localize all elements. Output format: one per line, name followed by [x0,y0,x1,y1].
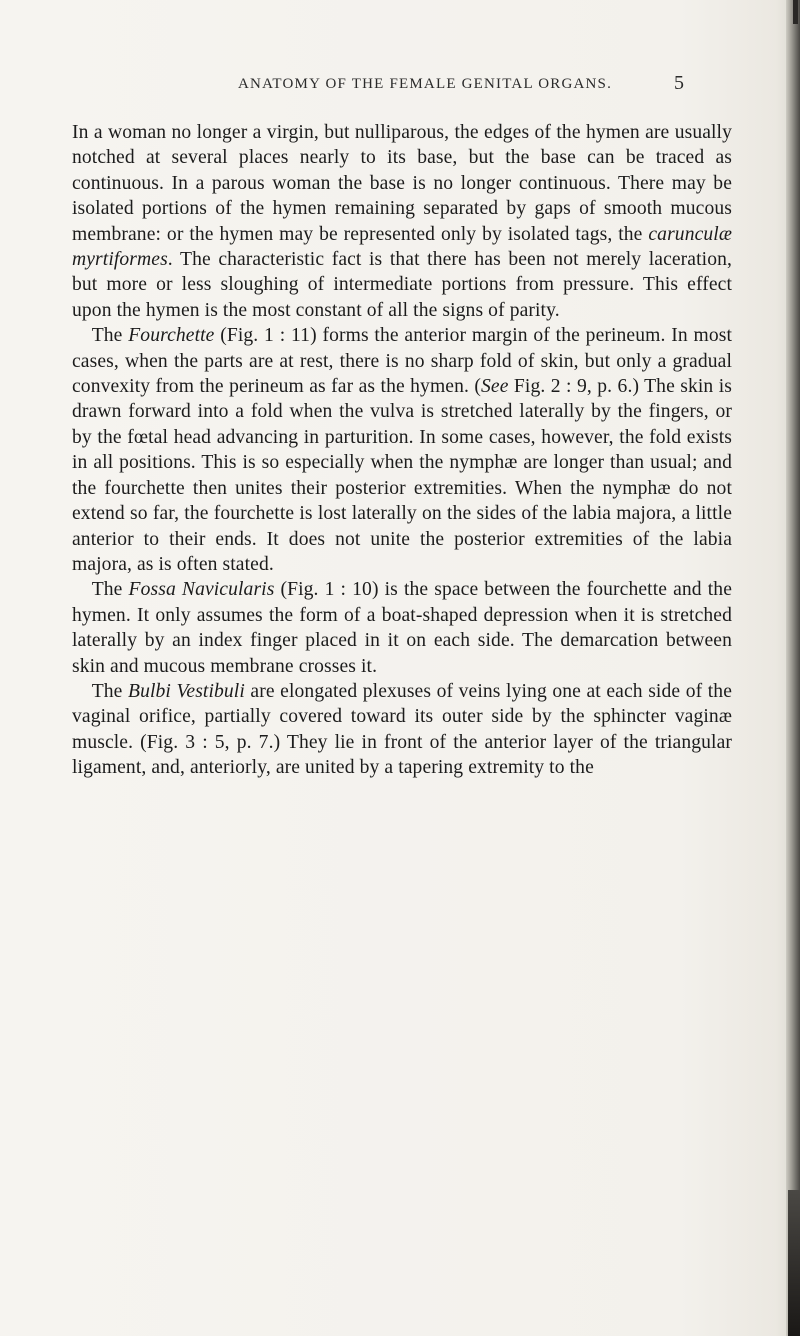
paragraph-fossa-navicularis [72,577,732,679]
text-segment: The [91,325,129,347]
text-segment: (Fig. 1 : 11) forms the anterior margin of the perineum. In most cases, when the parts are at rest, there is no sharp fold of skin, but only a gradual convexity from the perineum as far as the hymen. ( [72,325,733,398]
text-segment: The [91,579,129,601]
paragraph-hymen-parity [72,120,732,323]
italic-term: Bulbi Vestibuli [128,680,245,702]
italic-term: Fourchette [128,325,215,347]
page-edge-strip [786,0,800,1336]
paragraph-fourchette [72,323,732,577]
body-text [72,120,732,781]
running-head: ANATOMY OF THE FEMALE GENITAL ORGANS. [238,76,613,92]
italic-term: See [481,376,509,398]
italic-term: Fossa Navicularis [128,579,275,601]
italic-term: carunculæ myrtiformes [72,223,732,271]
page-number: 5 [674,72,684,94]
text-segment: (Fig. 1 : 10) is the space between the fourchette and the hymen. It only assumes the form of a boat-shaped depression when it is stretched laterally by an index finger placed in it on each side. The demarcation between skin and mucous membrane crosses it. [72,579,732,677]
edge-mark-bottom [788,1190,800,1336]
paragraph-bulbi-vestibuli [72,679,732,781]
text-segment: The [91,680,129,702]
text-segment: are elongated plexuses of veins lying one at each side of the vaginal orifice, partially covered toward its outer side by the sphincter vaginæ muscle. (Fig. 3 : 5, p. 7.) They lie in front of the anterior layer of the triangular ligament, and, anteriorly, are united by a tapering extremity to the [72,680,732,779]
text-segment: Fig. 2 : 9, p. 6.) The skin is drawn forward into a fold when the vulva is stretched laterally by the fingers, or by the fœtal head advancing in parturition. In some cases, however, the fold exists in all positions. This is so especially when the nymphæ are longer than usual; and the fourchette then unites their posterior extremities. When the nymphæ do not extend so far, the fourchette is lost laterally on the sides of the labia majora, a little anterior to their ends. It does not unite the posterior extremities of the labia majora, as is often stated. [72,376,732,575]
edge-mark-top [793,0,798,24]
text-segment: In a woman no longer a virgin, but nulliparous, the edges of the hymen are usually notched at several places nearly to its base, but the base can be traced as continuous. In a parous woman the base is no longer continuous. There may be isolated portions of the hymen remaining separated by gaps of smooth mucous membrane: or the hymen may be represented only by isolated tags, the [72,122,732,245]
text-segment: . The characteristic fact is that there has been not merely laceration, but more or less sloughing of intermediate portions from pressure. This effect upon the hymen is the most constant of all the signs of parity. [72,249,732,321]
